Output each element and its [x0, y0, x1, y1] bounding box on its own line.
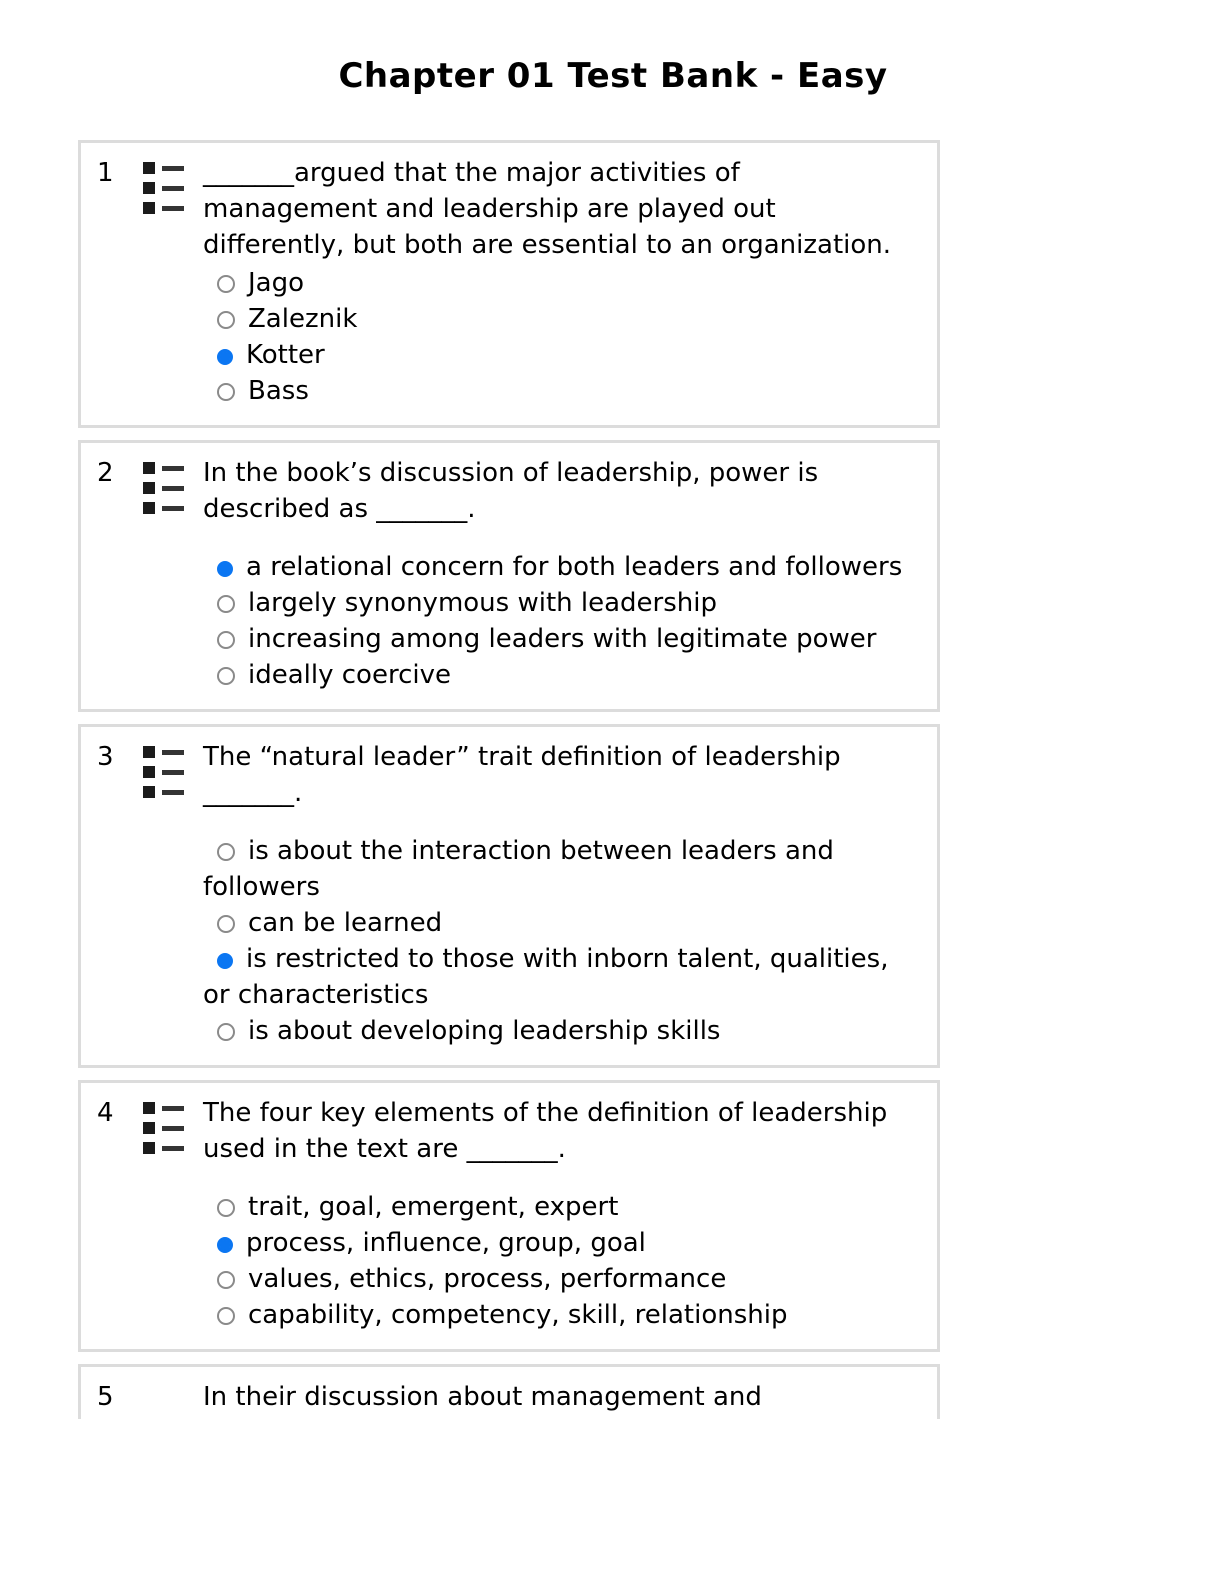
- list-icon: [143, 462, 190, 514]
- question-card: [78, 724, 940, 1068]
- page-title: Chapter 01 Test Bank - Easy: [338, 56, 888, 96]
- option-row[interactable]: [203, 301, 919, 337]
- option-row[interactable]: [203, 1225, 919, 1261]
- options: [203, 833, 919, 1049]
- option-label: trait, goal, emergent, expert: [248, 1192, 619, 1222]
- option-row[interactable]: [203, 941, 919, 1013]
- question-number: 5: [97, 1382, 114, 1412]
- option-row[interactable]: [203, 1297, 919, 1333]
- radio-button[interactable]: [217, 349, 233, 365]
- option-row[interactable]: [203, 833, 919, 905]
- radio-button[interactable]: [217, 843, 235, 861]
- option-label: largely synonymous with leadership: [248, 588, 717, 618]
- question-icon-cell: [143, 155, 203, 214]
- radio-button[interactable]: [217, 275, 235, 293]
- radio-button[interactable]: [217, 1307, 235, 1325]
- question-body: [203, 1095, 919, 1333]
- radio-button[interactable]: [217, 1199, 235, 1217]
- option-label: Jago: [248, 268, 305, 298]
- option-label: process, influence, group, goal: [246, 1228, 646, 1258]
- question-card: [78, 1080, 940, 1352]
- option-label: ideally coercive: [248, 660, 451, 690]
- radio-button[interactable]: [217, 311, 235, 329]
- radio-button[interactable]: [217, 631, 235, 649]
- radio-button[interactable]: [217, 953, 233, 969]
- question-text: _______argued that the major activities of management and leadership are played out differently, but both are essential to an organization.: [203, 158, 892, 260]
- question-card: [78, 140, 940, 428]
- option-label: Bass: [248, 376, 309, 406]
- question-icon-cell: [143, 1379, 203, 1386]
- option-label: is restricted to those with inborn talent, qualities, or characteristics: [203, 944, 889, 1010]
- question-text: The “natural leader” trait definition of leadership _______.: [203, 742, 841, 808]
- option-label: is about developing leadership skills: [248, 1016, 721, 1046]
- list-icon: [143, 746, 190, 798]
- radio-button[interactable]: [217, 1271, 235, 1289]
- question-icon-cell: [143, 1095, 203, 1154]
- list-icon: [143, 1102, 190, 1154]
- question-icon-cell: [143, 455, 203, 514]
- option-row[interactable]: [203, 585, 919, 621]
- question-card: [78, 1364, 940, 1419]
- question-number: 3: [97, 742, 114, 772]
- question-body: [203, 739, 919, 1049]
- question-body: [203, 455, 919, 693]
- question-text: The four key elements of the definition of leadership used in the text are _______.: [203, 1098, 888, 1164]
- option-label: Kotter: [246, 340, 325, 370]
- option-label: a relational concern for both leaders and followers: [246, 552, 903, 582]
- radio-button[interactable]: [217, 667, 235, 685]
- option-row[interactable]: [203, 337, 919, 373]
- question-text: In the book’s discussion of leadership, power is described as _______.: [203, 458, 819, 524]
- question-body: [203, 1379, 919, 1417]
- question-number: 2: [97, 458, 114, 488]
- option-label: Zaleznik: [248, 304, 358, 334]
- option-row[interactable]: [203, 549, 919, 585]
- options: [203, 549, 919, 693]
- question-card: [78, 440, 940, 712]
- option-label: can be learned: [248, 908, 443, 938]
- question-text: In their discussion about management and: [203, 1382, 762, 1412]
- question-number: 1: [97, 158, 114, 188]
- option-row[interactable]: [203, 621, 919, 657]
- question-list: [78, 140, 940, 1419]
- radio-button[interactable]: [217, 595, 235, 613]
- option-label: values, ethics, process, performance: [248, 1264, 727, 1294]
- list-icon: [143, 162, 190, 214]
- question-number: 4: [97, 1098, 114, 1128]
- question-icon-cell: [143, 739, 203, 798]
- option-row[interactable]: [203, 265, 919, 301]
- option-row[interactable]: [203, 657, 919, 693]
- radio-button[interactable]: [217, 383, 235, 401]
- radio-button[interactable]: [217, 1023, 235, 1041]
- option-label: increasing among leaders with legitimate power: [248, 624, 877, 654]
- option-row[interactable]: [203, 373, 919, 409]
- option-label: capability, competency, skill, relationship: [248, 1300, 788, 1330]
- question-body: [203, 155, 919, 409]
- option-row[interactable]: [203, 1189, 919, 1225]
- radio-button[interactable]: [217, 561, 233, 577]
- radio-button[interactable]: [217, 915, 235, 933]
- option-label: is about the interaction between leaders and followers: [203, 836, 834, 902]
- options: [203, 265, 919, 409]
- option-row[interactable]: [203, 1261, 919, 1297]
- option-row[interactable]: [203, 905, 919, 941]
- options: [203, 1189, 919, 1333]
- radio-button[interactable]: [217, 1237, 233, 1253]
- option-row[interactable]: [203, 1013, 919, 1049]
